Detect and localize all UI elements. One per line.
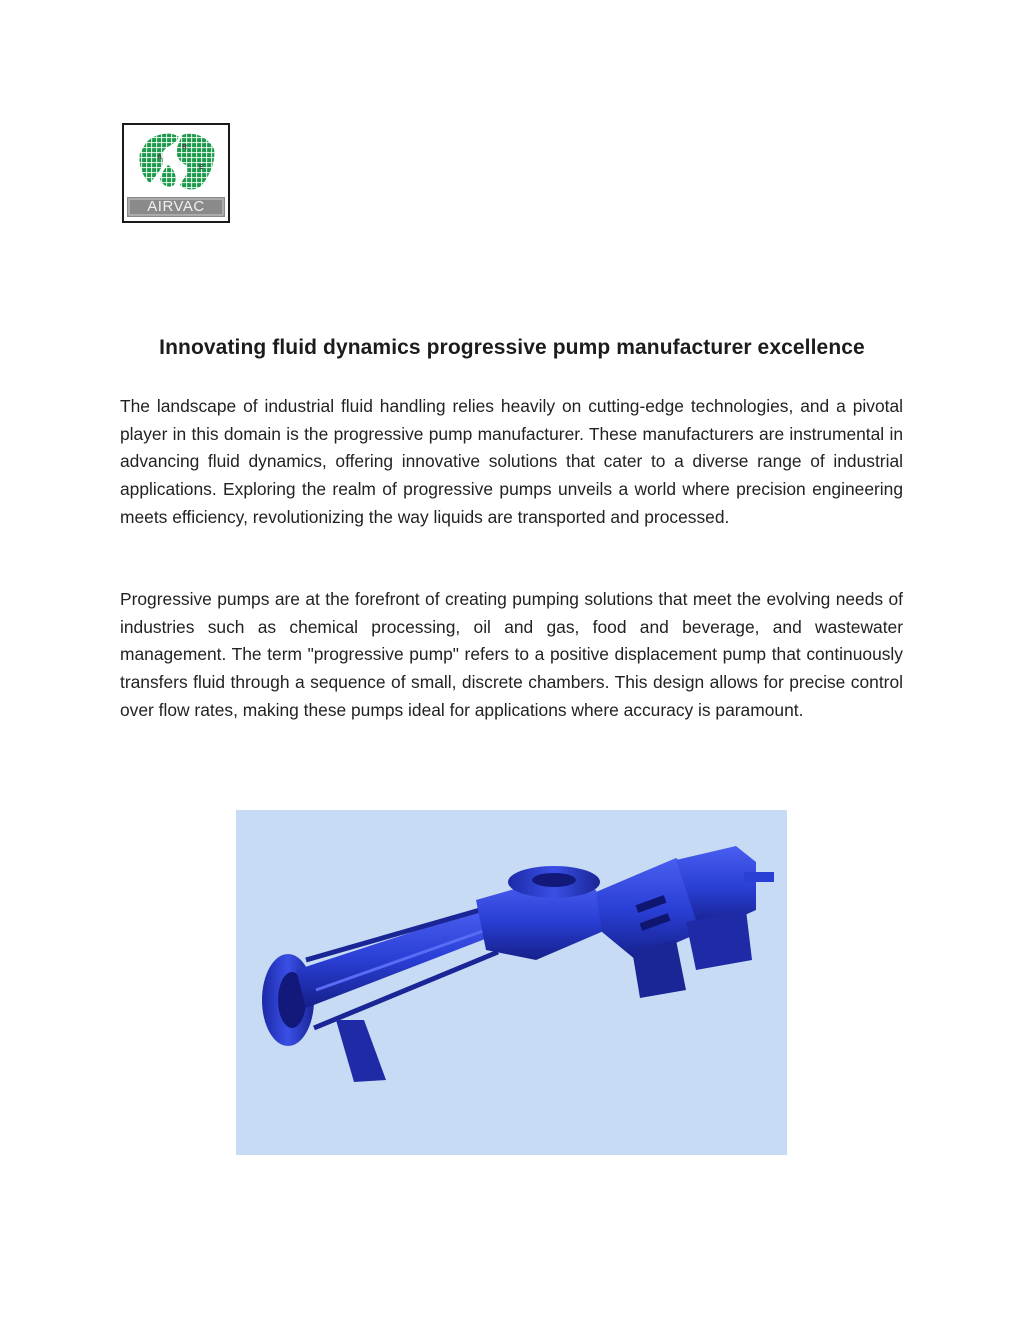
article-paragraph-1: The landscape of industrial fluid handling relies heavily on cutting-edge technologies, and a pivotal player in this domain is the progressive pump manufacturer. These manufacturers are instrumental in advancing fluid dynamics, offering innovative solutions that cater to a diverse range of industrial applications. Exploring the realm of progressive pumps unveils a world where precision engineering meets efficiency, revolutionizing the way liquids are transported and processed. [120,396,903,527]
pump-image [236,810,787,1155]
svg-text:A: A [157,154,163,161]
logo-wordmark: AIRVAC [147,198,205,215]
svg-text:R: R [182,144,188,151]
company-logo [122,123,230,223]
progressive-cavity-pump-icon [236,810,787,1155]
article-paragraph-2: Progressive pumps are at the forefront of creating pumping solutions that meet the evolving needs of industries such as chemical processing, oil and gas, food and beverage, and wastewater management. The term "progressive pump" refers to a positive displacement pump that continuously transfers fluid through a sequence of small, discrete chambers. This design allows for precise control over flow rates, making these pumps ideal for applications where accuracy is paramount. [120,589,903,720]
svg-text:E: E [199,164,204,171]
article-title: Innovating fluid dynamics progressive pump manufacturer excellence [159,336,865,359]
